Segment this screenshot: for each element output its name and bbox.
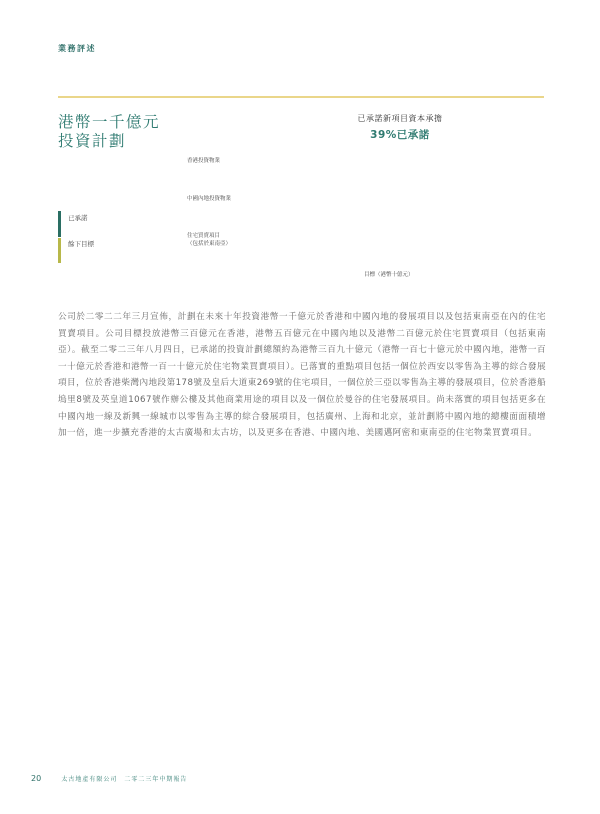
summary-value: 39%已承諾 bbox=[370, 129, 430, 141]
chart-category-mainland: 中國內地投資物業 bbox=[187, 196, 232, 202]
category-line-2: （包括於東南亞） bbox=[187, 241, 232, 247]
commitment-summary bbox=[330, 113, 470, 142]
legend-label-committed: 已承諾 bbox=[68, 214, 88, 222]
page-footer bbox=[31, 774, 187, 783]
legend-swatch-committed bbox=[58, 211, 61, 237]
report-title: 太古地產有限公司 二零二三年中期報告 bbox=[61, 776, 188, 783]
chart-category-residential bbox=[187, 232, 231, 248]
page-number: 20 bbox=[31, 774, 42, 783]
divider bbox=[58, 96, 544, 98]
summary-caption: 已承諾新項目資本承擔 bbox=[357, 114, 443, 123]
legend-label-remaining: 餘下目標 bbox=[68, 240, 94, 248]
title-line-1: 港幣一千億元 bbox=[58, 113, 161, 131]
page-title bbox=[58, 113, 160, 151]
chart-category-hk: 香港投資物業 bbox=[187, 158, 221, 164]
legend-swatch-remaining bbox=[58, 238, 61, 263]
category-line-1: 住宅買賣項目 bbox=[187, 233, 221, 239]
section-label: 業務評述 bbox=[58, 44, 96, 53]
body-paragraph: 公司於二零二二年三月宣佈，計劃在未來十年投資港幣一千億元於香港和中國內地的發展項目以及包括東南亞在內的住宅買賣項目。公司目標投放港幣三百億元在香港，港幣五百億元在中國內地以及港幣二百億元於住宅買賣項目（包括東南亞）。截至二零二三年八月四日，已承諾的投資計劃總額約為港幣三百九十億元（港幣一百七十億元於中國內地，港幣一百一十億元於香港和港幣一百一十億元於住宅物業買賣項目）。已落實的重點項目包括一個位於西安以零售為主導的綜合發展項目，位於香港柴灣內地段第178號及皇后大道東269號的住宅項目，一個位於三亞以零售為主導的發展項目，位於香港船塢里8號及英皇道1067號作辦公樓及其他商業用途的項目以及一個位於曼谷的住宅發展項目。尚未落實的項目包括更多在中國內地一線及新興一線城市以零售為主導的綜合發展項目，包括廣州、上海和北京，並計劃將中國內地的總樓面面積增加一倍，進一步擴充香港的太古廣場和太古坊，以及更多在香港、中國內地、美國邁阿密和東南亞的住宅物業買賣項目。 bbox=[58, 312, 546, 439]
title-line-2: 投資計劃 bbox=[58, 132, 127, 150]
chart-axis-label: 目標（港幣十億元） bbox=[364, 272, 414, 278]
